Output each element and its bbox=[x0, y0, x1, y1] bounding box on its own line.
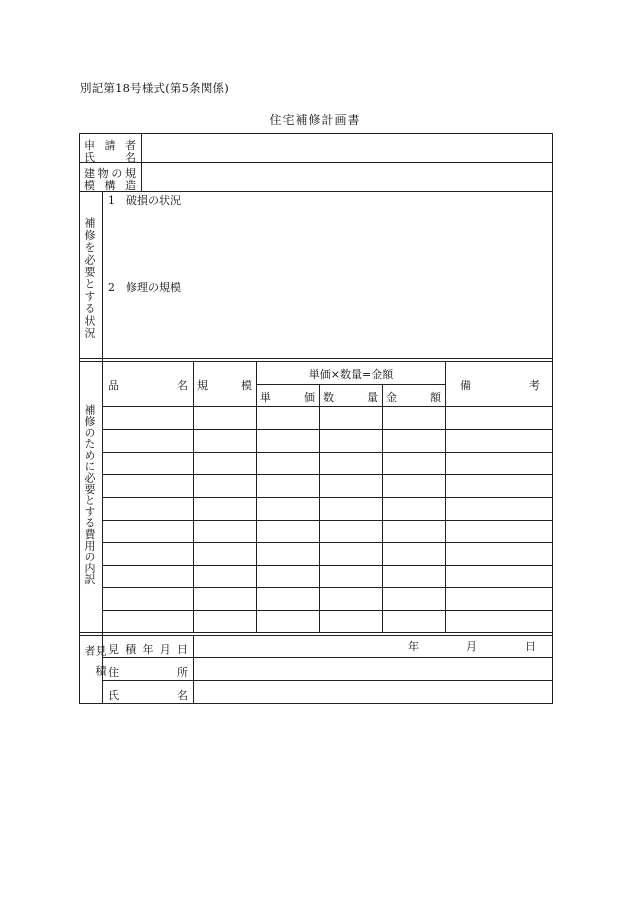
damage-status-label: 破損の状況 bbox=[126, 194, 181, 207]
applicant-label-line1: 申 請 者 bbox=[84, 139, 136, 152]
date-year-unit: 年 bbox=[408, 640, 419, 653]
repair-scale-field[interactable] bbox=[103, 296, 551, 356]
col-header-quantity: 数 量 bbox=[323, 391, 378, 404]
form-id: 別記第18号様式(第5条関係) bbox=[80, 81, 229, 95]
col-header-scale: 規 模 bbox=[197, 379, 252, 392]
applicant-label-line2: 氏 名 bbox=[84, 151, 136, 164]
estimate-date-label: 見 積 年 月 日 bbox=[108, 643, 188, 656]
costs-side-label: 補修のために必要とする費用の内訳 bbox=[83, 404, 96, 585]
address-field[interactable] bbox=[194, 658, 551, 679]
col-group-header: 単価×数量=金額 bbox=[308, 368, 394, 381]
address-label: 住 所 bbox=[108, 666, 188, 679]
page-title: 住宅補修計画書 bbox=[269, 113, 361, 127]
col-header-amount: 金 額 bbox=[386, 391, 441, 404]
date-month-unit: 月 bbox=[466, 640, 477, 653]
condition-item1-number: 1 bbox=[108, 194, 115, 207]
date-day-unit: 日 bbox=[525, 640, 536, 653]
repair-scale-label: 修理の規模 bbox=[126, 281, 181, 294]
building-scale-field[interactable] bbox=[143, 163, 551, 190]
applicant-name-field[interactable] bbox=[143, 134, 551, 161]
condition-item2-number: 2 bbox=[108, 281, 115, 294]
estimator-side-label: 見積者 bbox=[83, 645, 107, 685]
name-label: 氏 名 bbox=[108, 689, 188, 702]
col-header-unit-price: 単 価 bbox=[260, 391, 315, 404]
name-field[interactable] bbox=[194, 681, 551, 702]
col-header-item: 品 名 bbox=[108, 379, 188, 392]
damage-status-field[interactable] bbox=[103, 208, 551, 278]
building-label-line1: 建 物 の 規 bbox=[84, 167, 136, 180]
condition-side-label: 補修を必要とする状況 bbox=[83, 217, 96, 339]
col-header-remarks: 備 考 bbox=[460, 379, 540, 392]
estimate-date-field[interactable] bbox=[194, 636, 551, 656]
building-label-line2: 模 構 造 bbox=[84, 179, 136, 192]
